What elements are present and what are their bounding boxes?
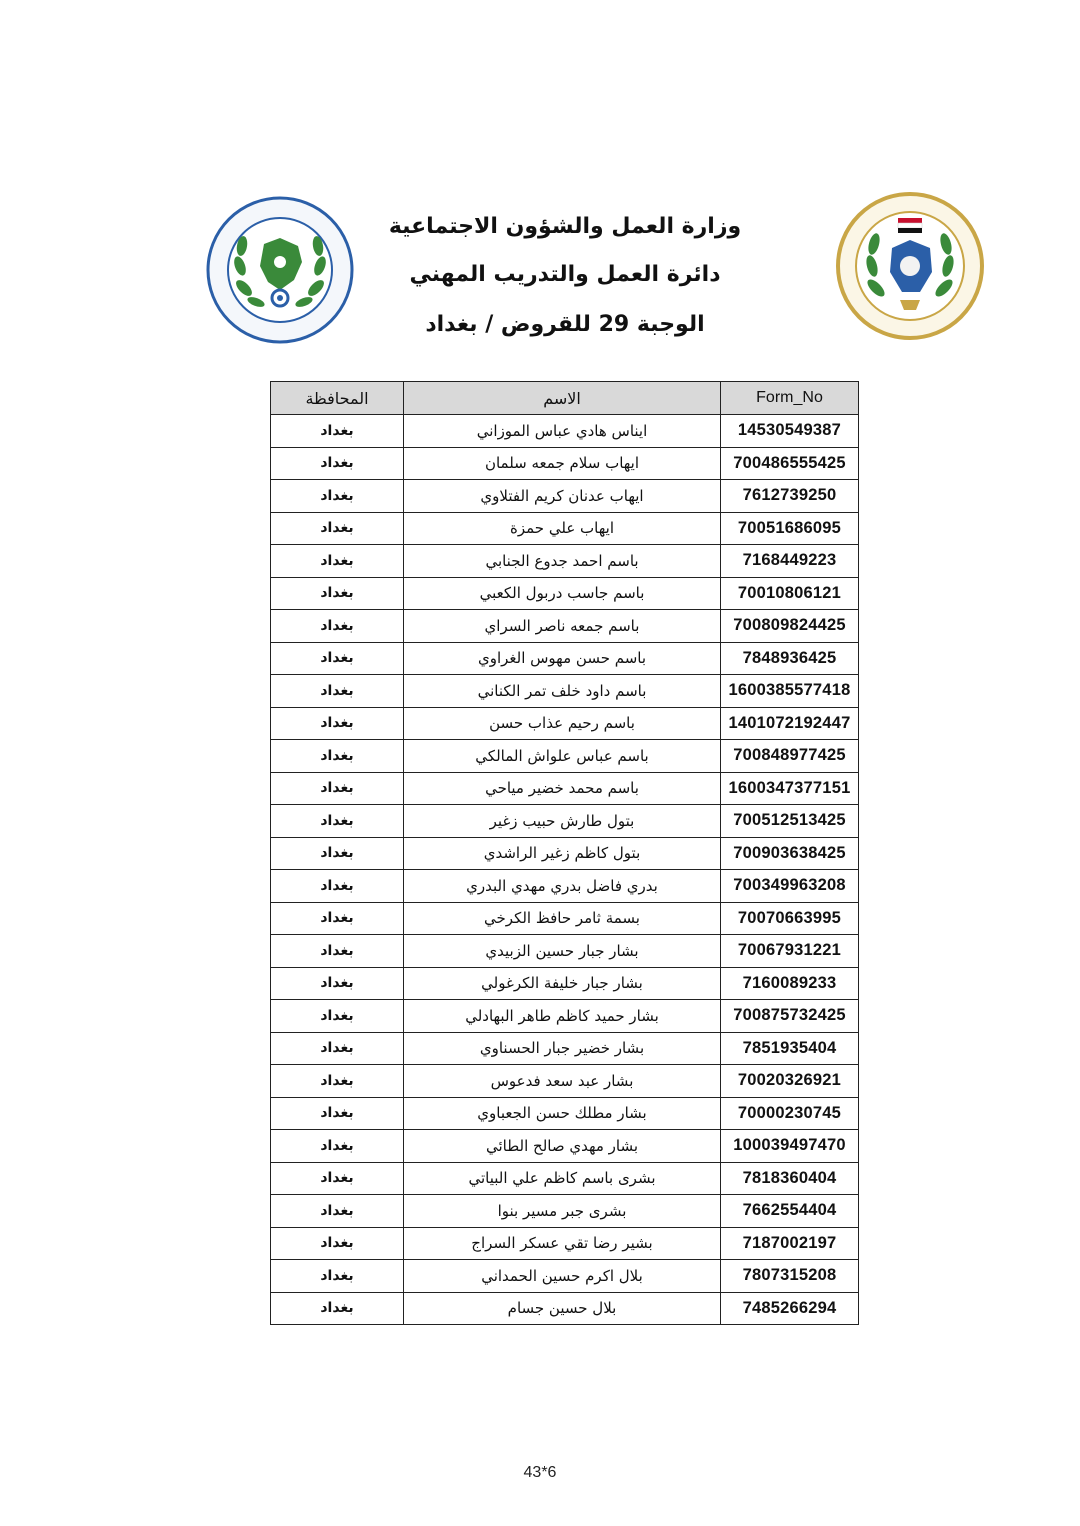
batch-title: الوجبة 29 للقروض / بغداد	[425, 312, 705, 337]
table-row	[271, 1162, 859, 1195]
governorate-cell: بغداد	[271, 480, 404, 513]
name-cell: بشار مهدي صالح الطائي	[404, 1130, 721, 1163]
governorate-cell: بغداد	[271, 415, 404, 448]
name-cell: باسم جاسب دربول الكعبي	[404, 577, 721, 610]
table-row	[271, 902, 859, 935]
name-cell: باسم جمعه ناصر السراي	[404, 610, 721, 643]
name-cell: بلال حسين جسام	[404, 1292, 721, 1325]
name-cell: باسم عباس علواش المالكي	[404, 740, 721, 773]
table-row	[271, 1260, 859, 1293]
name-cell: بدري فاضل بدري مهدي البدري	[404, 870, 721, 903]
name-cell: بشار جبار خليفة الكرغولي	[404, 967, 721, 1000]
name-cell: ايهاب عدنان كريم الفتلاوي	[404, 480, 721, 513]
governorate-cell: بغداد	[271, 772, 404, 805]
name-cell: باسم احمد جدوع الجنابي	[404, 545, 721, 578]
governorate-cell: بغداد	[271, 1130, 404, 1163]
name-cell: بشار مطلك حسن الجعباوي	[404, 1097, 721, 1130]
form-no-cell: 100039497470	[721, 1130, 859, 1163]
table-row	[271, 967, 859, 1000]
ministry-seal-logo	[836, 188, 984, 344]
table-row	[271, 837, 859, 870]
table-row	[271, 772, 859, 805]
name-cell: بشار جبار حسين الزبيدي	[404, 935, 721, 968]
table-row	[271, 1032, 859, 1065]
form-no-cell: 1401072192447	[721, 707, 859, 740]
table-row	[271, 1097, 859, 1130]
ministry-title: وزارة العمل والشؤون الاجتماعية	[388, 214, 742, 239]
table-header-row	[271, 382, 859, 415]
form-no-cell: 7851935404	[721, 1032, 859, 1065]
form-no-cell: 700903638425	[721, 837, 859, 870]
name-cell: بشار خضير جبار الحسناوي	[404, 1032, 721, 1065]
governorate-cell: بغداد	[271, 1032, 404, 1065]
governorate-cell: بغداد	[271, 870, 404, 903]
table-row	[271, 642, 859, 675]
form-no-cell: 70067931221	[721, 935, 859, 968]
governorate-cell: بغداد	[271, 1097, 404, 1130]
form-no-cell: 7160089233	[721, 967, 859, 1000]
loan-recipients-table	[270, 381, 859, 1325]
governorate-cell: بغداد	[271, 1065, 404, 1098]
name-cell: بسمة ثامر حافظ الكرخي	[404, 902, 721, 935]
table-row	[271, 610, 859, 643]
name-cell: بتول كاظم زغير الراشدي	[404, 837, 721, 870]
table-row	[271, 1130, 859, 1163]
directorate-seal-icon	[206, 196, 354, 344]
table-row	[271, 577, 859, 610]
form-no-column-header: Form_No	[721, 382, 859, 415]
table-row	[271, 805, 859, 838]
name-cell: باسم داود خلف تمر الكناني	[404, 675, 721, 708]
table-row	[271, 707, 859, 740]
governorate-cell: بغداد	[271, 837, 404, 870]
table-row	[271, 1065, 859, 1098]
form-no-cell: 700875732425	[721, 1000, 859, 1033]
table-row	[271, 545, 859, 578]
governorate-cell: بغداد	[271, 805, 404, 838]
form-no-cell: 7662554404	[721, 1195, 859, 1228]
form-no-cell: 7187002197	[721, 1227, 859, 1260]
table-row	[271, 447, 859, 480]
form-no-cell: 700512513425	[721, 805, 859, 838]
governorate-cell: بغداد	[271, 1260, 404, 1293]
governorate-cell: بغداد	[271, 577, 404, 610]
name-cell: باسم رحيم عذاب حسن	[404, 707, 721, 740]
table-row	[271, 415, 859, 448]
governorate-cell: بغداد	[271, 967, 404, 1000]
form-no-cell: 70020326921	[721, 1065, 859, 1098]
table-row	[271, 1000, 859, 1033]
table-row	[271, 740, 859, 773]
governorate-cell: بغداد	[271, 447, 404, 480]
table-row	[271, 512, 859, 545]
table-row	[271, 480, 859, 513]
table-row	[271, 1195, 859, 1228]
form-no-cell: 700848977425	[721, 740, 859, 773]
form-no-cell: 1600385577418	[721, 675, 859, 708]
form-no-cell: 7485266294	[721, 1292, 859, 1325]
governorate-cell: بغداد	[271, 935, 404, 968]
ministry-seal-icon	[836, 188, 984, 344]
name-cell: بشير رضا تقي عسكر السراج	[404, 1227, 721, 1260]
name-cell: بلال اكرم حسين الحمداني	[404, 1260, 721, 1293]
name-cell: بتول طارش حبيب زغير	[404, 805, 721, 838]
table-row	[271, 935, 859, 968]
table-row	[271, 1292, 859, 1325]
name-cell: ايهاب علي حمزة	[404, 512, 721, 545]
directorate-title: دائرة العمل والتدريب المهني	[409, 262, 721, 287]
governorate-cell: بغداد	[271, 707, 404, 740]
form-no-cell: 700349963208	[721, 870, 859, 903]
governorate-cell: بغداد	[271, 512, 404, 545]
name-cell: بشرى جبر مسير بنوا	[404, 1195, 721, 1228]
name-cell: بشرى باسم كاظم علي البياتي	[404, 1162, 721, 1195]
form-no-cell: 7168449223	[721, 545, 859, 578]
name-cell: باسم حسن مهوس الغراوي	[404, 642, 721, 675]
form-no-cell: 70070663995	[721, 902, 859, 935]
governorate-cell: بغداد	[271, 1292, 404, 1325]
form-no-cell: 7807315208	[721, 1260, 859, 1293]
governorate-cell: بغداد	[271, 642, 404, 675]
form-no-cell: 7612739250	[721, 480, 859, 513]
governorate-cell: بغداد	[271, 1000, 404, 1033]
governorate-cell: بغداد	[271, 902, 404, 935]
table-row	[271, 675, 859, 708]
form-no-cell: 700486555425	[721, 447, 859, 480]
governorate-column-header: المحافظة	[271, 382, 404, 415]
form-no-cell: 7848936425	[721, 642, 859, 675]
table-body	[271, 415, 859, 1325]
form-no-cell: 70051686095	[721, 512, 859, 545]
page-number: 43*6	[523, 1464, 557, 1481]
table-row	[271, 870, 859, 903]
form-no-cell: 14530549387	[721, 415, 859, 448]
governorate-cell: بغداد	[271, 1227, 404, 1260]
form-no-cell: 7818360404	[721, 1162, 859, 1195]
name-column-header: الاسم	[404, 382, 721, 415]
name-cell: بشار عبد سعد فدعوس	[404, 1065, 721, 1098]
form-no-cell: 70010806121	[721, 577, 859, 610]
name-cell: باسم محمد خضير مياحي	[404, 772, 721, 805]
form-no-cell: 70000230745	[721, 1097, 859, 1130]
name-cell: بشار حميد كاظم طاهر البهادلي	[404, 1000, 721, 1033]
form-no-cell: 1600347377151	[721, 772, 859, 805]
governorate-cell: بغداد	[271, 1162, 404, 1195]
name-cell: ايهاب سلام جمعه سلمان	[404, 447, 721, 480]
governorate-cell: بغداد	[271, 545, 404, 578]
directorate-seal-logo	[206, 196, 354, 344]
form-no-cell: 700809824425	[721, 610, 859, 643]
governorate-cell: بغداد	[271, 1195, 404, 1228]
governorate-cell: بغداد	[271, 610, 404, 643]
governorate-cell: بغداد	[271, 740, 404, 773]
governorate-cell: بغداد	[271, 675, 404, 708]
table-row	[271, 1227, 859, 1260]
name-cell: ايناس هادي عباس الموزاني	[404, 415, 721, 448]
